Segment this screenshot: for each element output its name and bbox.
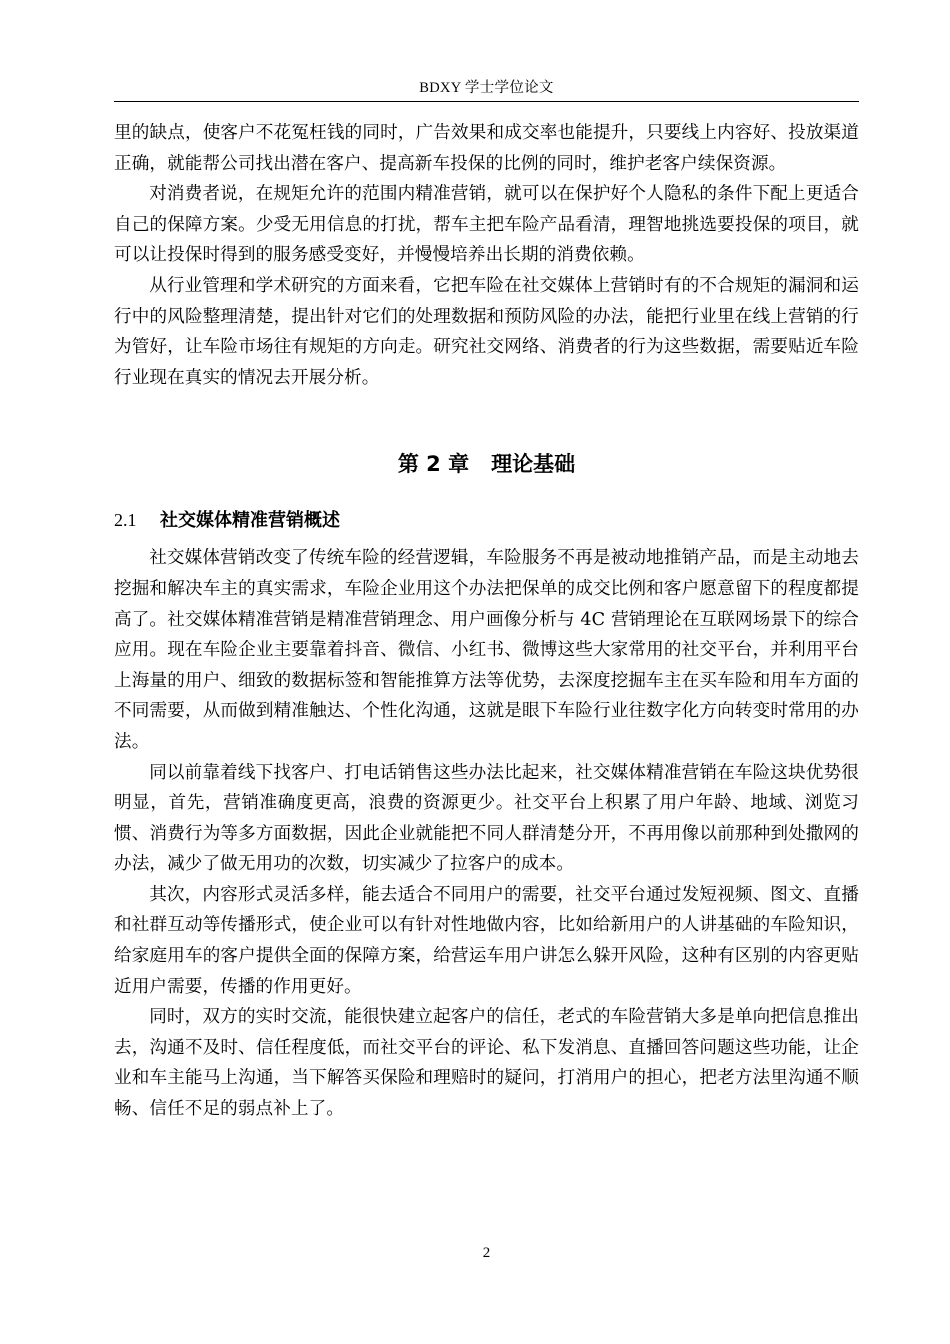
header-rule xyxy=(114,101,859,102)
body-paragraph: 其次，内容形式灵活多样，能去适合不同用户的需要，社交平台通过发短视频、图文、直播和社群互动等传播形式，使企业可以有针对性地做内容，比如给新用户的人讲基础的车险知识，给家庭用车的客户提供全面的保障方案，给营运车用户讲怎么躲开风险，这种有区别的内容更贴近用户需要，传播的作用更好。 xyxy=(114,884,859,997)
chapter-heading xyxy=(114,449,859,479)
chapter-title: 理论基础 xyxy=(491,452,576,477)
body-paragraph: 社交媒体营销改变了传统车险的经营逻辑，车险服务不再是被动地推销产品，而是主动地去挖掘和解决车主的真实需求，车险企业用这个办法把保单的成交比例和客户愿意留下的程度都提高了。社交媒体精准营销是精准营销理念、用户画像分析与 4C 营销理论在互联网场景下的综合应用。现在车险企业主要靠着抖音、微信、小红书、微博这些大家常用的社交平台，并利用平台上海量的用户、细致的数据标签和智能推算方法等优势，去深度挖掘车主在买车险和用车方面的不同需要，从而做到精准触达、个性化沟通，这就是眼下车险行业往数字化方向转变时常用的办法。 xyxy=(114,548,859,752)
body-paragraph: 从行业管理和学术研究的方面来看，它把车险在社交媒体上营销时有的不合规矩的漏洞和运行中的风险整理清楚，提出针对它们的处理数据和预防风险的办法，能把行业里在线上营销的行为管好，让车险市场往有规矩的方向走。研究社交网络、消费者的行为这些数据，需要贴近车险行业现在真实的情况去开展分析。 xyxy=(114,275,859,388)
section-number: 2.1 xyxy=(114,510,137,531)
body-paragraph: 同以前靠着线下找客户、打电话销售这些办法比起来，社交媒体精准营销在车险这块优势很明显，首先，营销准确度更高，浪费的资源更少。社交平台上积累了用户年龄、地域、浏览习惯、消费行为等多方面数据，因此企业就能把不同人群清楚分开，不再用像以前那种到处撒网的办法，减少了做无用功的次数，切实减少了拉客户的成本。 xyxy=(114,762,859,875)
chapter-number: 第 2 章 xyxy=(397,452,470,477)
body-paragraph: 对消费者说，在规矩允许的范围内精准营销，就可以在保护好个人隐私的条件下配上更适合自己的保障方案。少受无用信息的打扰，帮车主把车险产品看清，理智地挑选要投保的项目，就可以让投保时得到的服务感受变好，并慢慢培养出长期的消费依赖。 xyxy=(114,184,859,266)
section-heading xyxy=(114,505,859,536)
body-paragraph: 同时，双方的实时交流，能很快建立起客户的信任，老式的车险营销大多是单向把信息推出去，沟通不及时、信任程度低，而社交平台的评论、私下发消息、直播回答问题这些功能，让企业和车主能马上沟通，当下解答买保险和理赔时的疑问，打消用户的担心，把老方法里沟通不顺畅、信任不足的弱点补上了。 xyxy=(114,1007,859,1120)
document-body xyxy=(114,118,859,1125)
body-paragraph-continued: 里的缺点，使客户不花冤枉钱的同时，广告效果和成交率也能提升，只要线上内容好、投放渠道正确，就能帮公司找出潜在客户、提高新车投保的比例的同时，维护老客户续保资源。 xyxy=(114,123,859,174)
section-title: 社交媒体精准营销概述 xyxy=(160,510,340,532)
running-header: BDXY 学士学位论文 xyxy=(419,80,554,96)
page-number: 2 xyxy=(482,1245,491,1261)
